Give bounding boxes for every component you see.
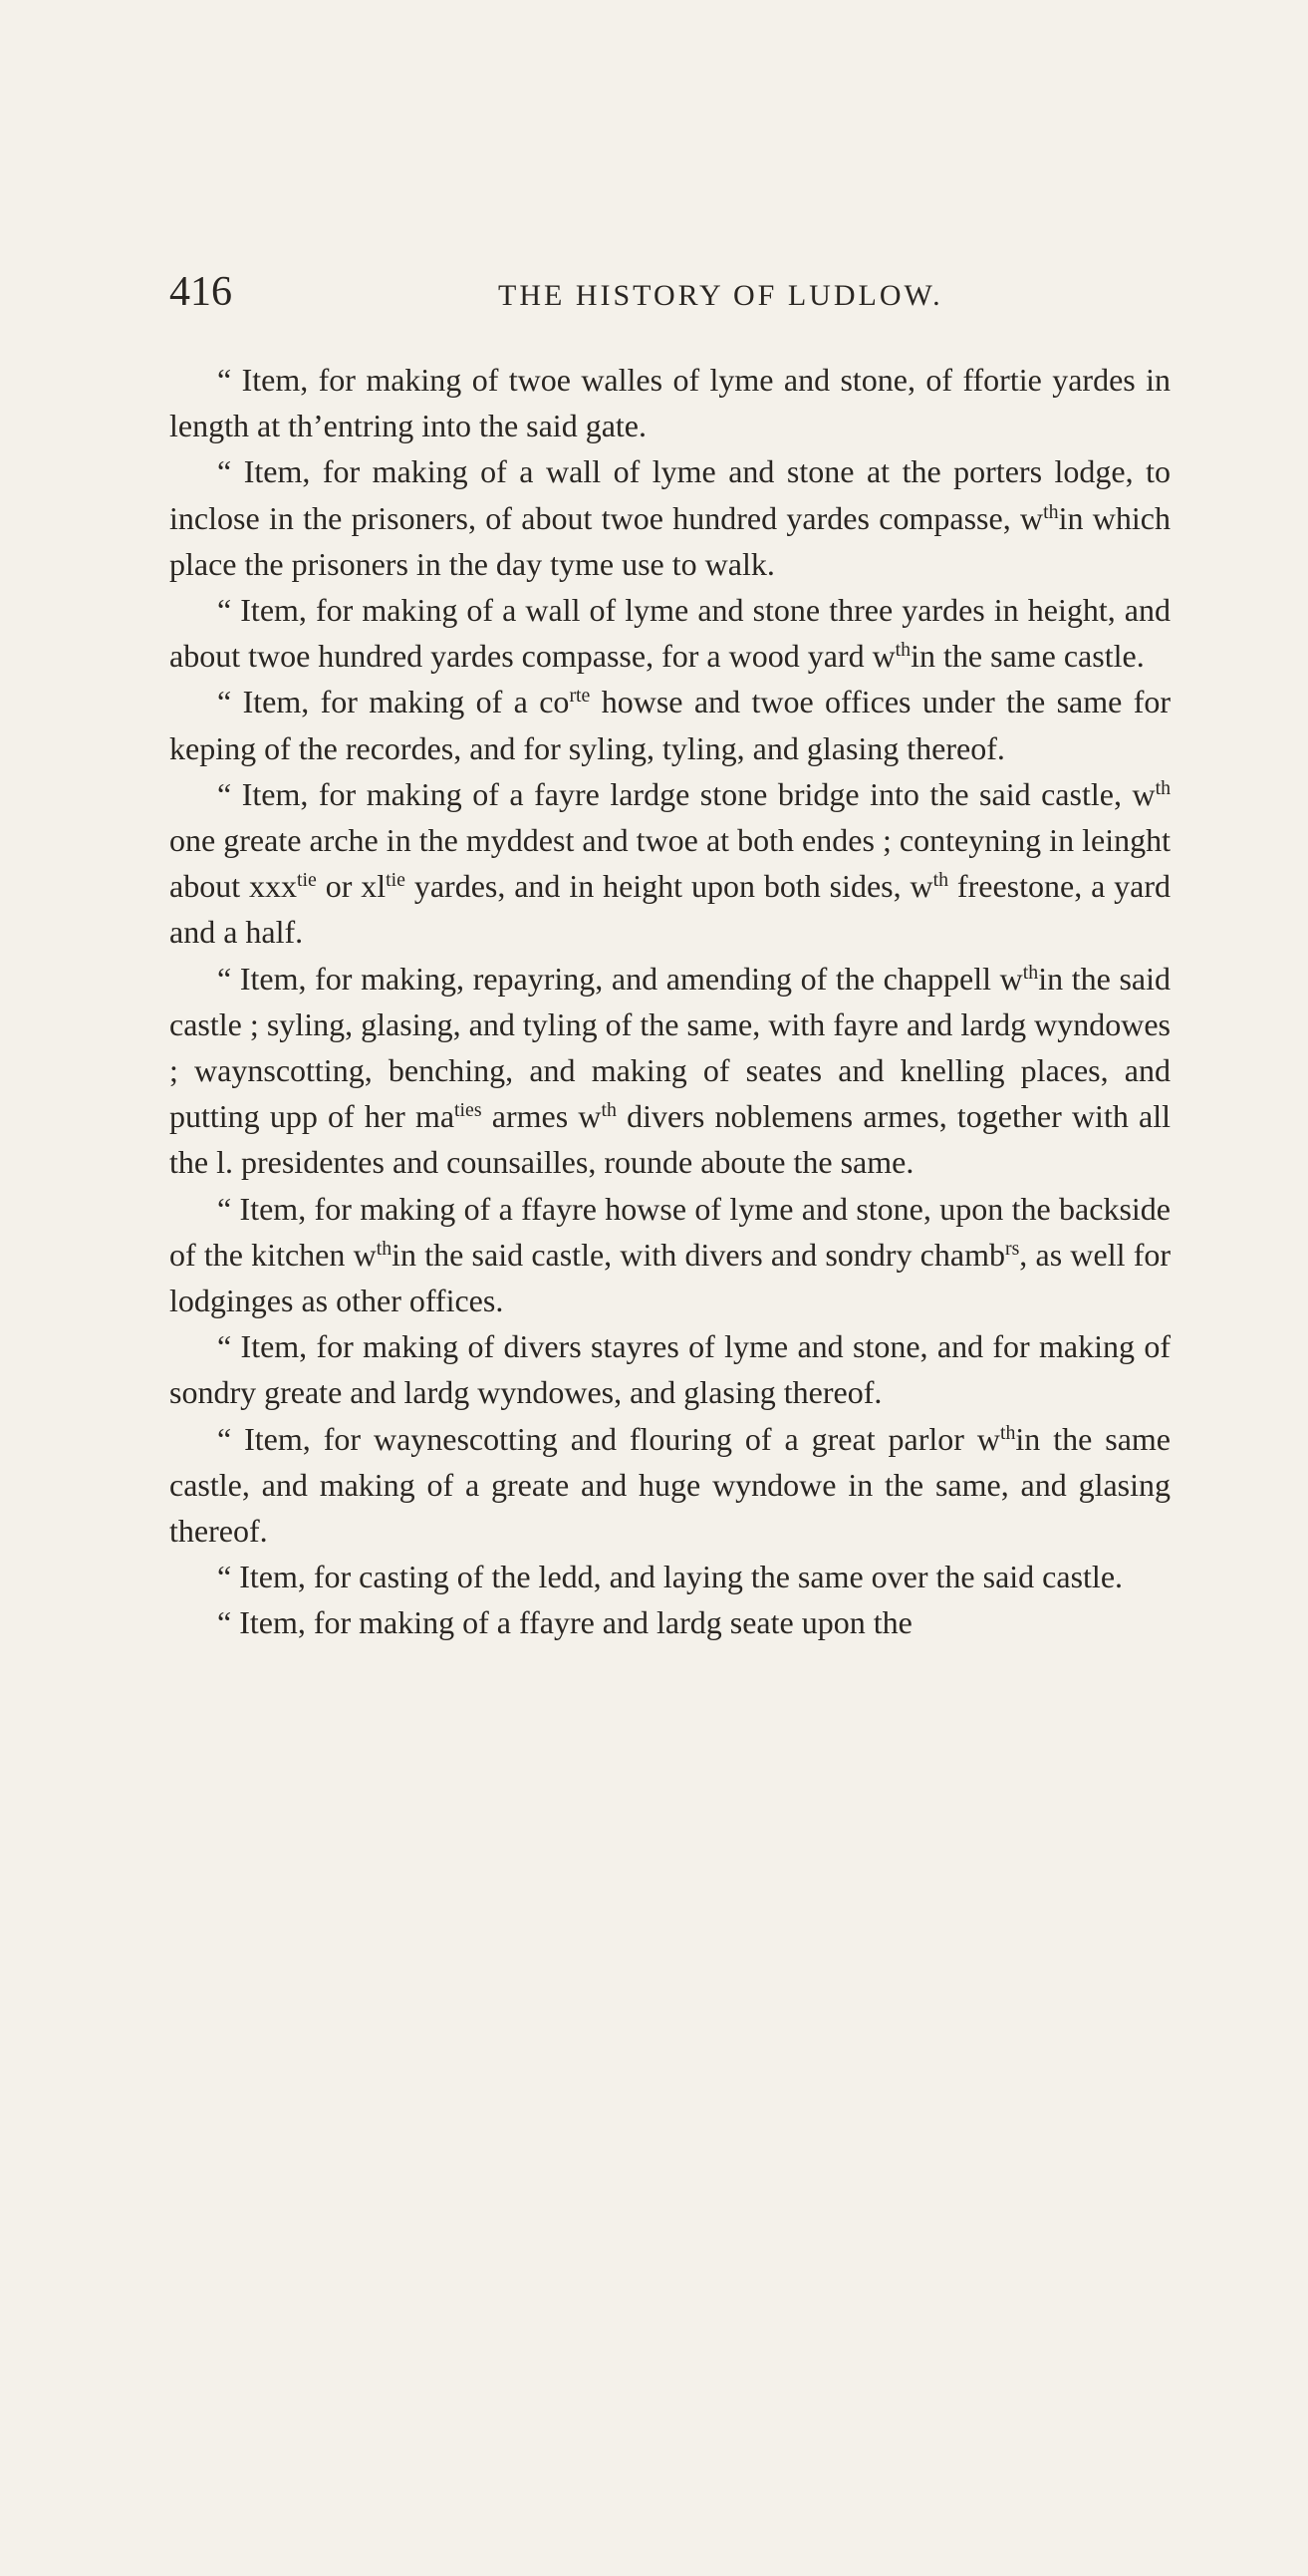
text-run: howse and twoe offices under the same for keping of the recordes, and for syling, tyling, and glasing thereof. [169, 684, 1172, 766]
superscript: rs [1004, 1237, 1020, 1260]
superscript: ties [454, 1099, 482, 1122]
text-run: in the same castle. [911, 638, 1145, 675]
item-paragraph [169, 1554, 1171, 1599]
superscript: th [1043, 500, 1059, 523]
superscript: tie [296, 869, 317, 892]
item-paragraph [169, 587, 1171, 679]
text-run: “ Item, for making of a ffayre and lardg seate upon the [217, 1604, 913, 1641]
text-run: yardes, and in height upon both sides, w [404, 868, 933, 905]
text-run: , as well for lodginges as other offices. [169, 1236, 1172, 1319]
text-run: in the said castle ; syling, glasing, and tyling of the same, with fayre and lardg wyndowes ; waynscotting, benching, and making of seates and knelling places, and putting upp of her ma [169, 960, 1172, 1135]
text-run: one greate arche in the myddest and twoe at both endes ; conteyning in leinght about xxx [169, 822, 1171, 905]
text-run: freestone, a yard and a half. [169, 868, 1172, 951]
text-run: armes w [481, 1098, 602, 1135]
item-paragraph [169, 357, 1171, 448]
text-run: in the same castle, and making of a greate and huge wyndowe in the same, and glasing thereof. [169, 1420, 1172, 1550]
text-run: “ Item, for waynescotting and flouring of a great parlor w [217, 1420, 1000, 1457]
item-paragraph [169, 956, 1171, 1186]
superscript: th [932, 869, 949, 892]
text-run: “ Item, for making of a fayre lardge stone bridge into the said castle, w [217, 775, 1156, 812]
superscript: th [895, 639, 912, 662]
text-run: or xl [316, 868, 387, 905]
running-title: THE HISTORY OF LUDLOW. [498, 279, 943, 312]
superscript: th [1022, 961, 1039, 984]
text-run: “ Item, for making of a wall of lyme and stone at the porters lodge, to inclose in the prisoners, of about twoe hundred yardes compasse, w [169, 453, 1171, 536]
superscript: rte [569, 685, 591, 708]
item-paragraph [169, 771, 1171, 956]
body-text [169, 357, 1171, 1646]
item-paragraph [169, 1323, 1171, 1415]
page-header [169, 267, 1166, 317]
text-run: in which place the prisoners in the day tyme use to walk. [169, 499, 1172, 582]
text-run: “ Item, for making of a ffayre howse of lyme and stone, upon the backside of the kitchen w [169, 1190, 1171, 1273]
superscript: th [601, 1099, 617, 1122]
superscript: th [376, 1237, 392, 1260]
text-run: “ Item, for making, repayring, and amending of the chappell w [217, 960, 1023, 997]
superscript: th [1155, 776, 1171, 799]
item-paragraph [169, 679, 1171, 770]
text-run: “ Item, for making of a wall of lyme and stone three yardes in height, and about twoe hundred yardes compasse, for a wood yard w [169, 592, 1171, 675]
item-paragraph [169, 1416, 1171, 1555]
text-run: “ Item, for making of a co [217, 684, 570, 720]
text-run: divers noblemens armes, together with all the l. presidentes and counsailles, rounde aboute the same. [169, 1098, 1171, 1181]
text-run: “ Item, for making of divers stayres of lyme and stone, and for making of sondry greate and lardg wyndowes, and glasing thereof. [169, 1328, 1171, 1411]
superscript: tie [386, 869, 405, 892]
text-run: “ Item, for making of twoe walles of lyme and stone, of ffortie yardes in length at th’entring into the said gate. [169, 362, 1171, 444]
item-paragraph [169, 1186, 1171, 1324]
page-number: 416 [169, 269, 232, 315]
text-run: in the said castle, with divers and sondry chamb [392, 1236, 1005, 1273]
superscript: th [999, 1421, 1016, 1444]
item-paragraph [169, 1599, 1171, 1645]
item-paragraph [169, 448, 1171, 587]
text-run: “ Item, for casting of the ledd, and laying the same over the said castle. [217, 1559, 1124, 1595]
